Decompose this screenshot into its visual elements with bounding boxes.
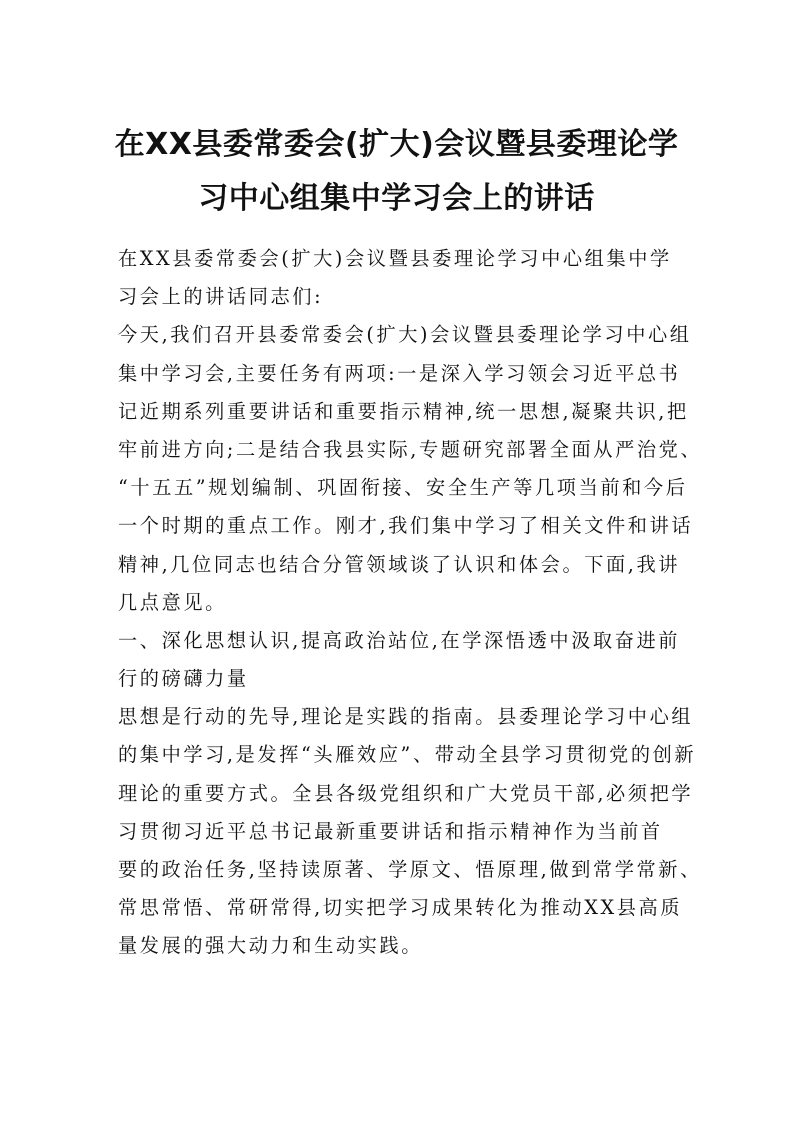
- body-line: 量发展的强大动力和生动实践。: [118, 934, 424, 958]
- body-line: 精神,几位同志也结合分管领域谈了认识和体会。下面,我讲: [118, 552, 681, 576]
- body-line: 的集中学习,是发挥“头雁效应”、带动全县学习贯彻党的创新: [118, 743, 697, 767]
- body-line: 常思常悟、常研常得,切实把学习成果转化为推动XX县高质: [118, 896, 683, 920]
- title-line: 习中心组集中学习会上的讲话: [198, 181, 595, 216]
- body-line: 牢前进方向;二是结合我县实际,专题研究部署全面从严治党、: [118, 437, 703, 461]
- body-line: 习会上的讲话同志们:: [118, 285, 324, 309]
- title-line: 在XX县委常委会(扩大)会议暨县委理论学: [114, 127, 679, 162]
- body-line: 集中学习会,主要任务有两项:一是深入学习领会习近平总书: [118, 361, 681, 385]
- body-line: 理论的重要方式。全县各级党组织和广大党员干部,必须把学: [118, 781, 694, 805]
- body-line: 习贯彻习近平总书记最新重要讲话和指示精神作为当前首: [118, 819, 663, 843]
- document-body: [118, 240, 703, 966]
- body-line: 记近期系列重要讲话和重要指示精神,统一思想,凝聚共识,把: [118, 399, 689, 423]
- body-line: 一个时期的重点工作。刚才,我们集中学习了相关文件和讲话: [118, 514, 694, 538]
- body-line: 要的政治任务,坚持读原著、学原文、悟原理,做到常学常新、: [118, 858, 702, 881]
- section-heading-line: 一、深化思想认识,提高政治站位,在学深悟透中汲取奋进前: [118, 628, 681, 652]
- body-line: “十五五”规划编制、巩固衔接、安全生产等几项当前和今后: [118, 476, 688, 500]
- document-title: [100, 118, 693, 226]
- body-line: 几点意见。: [118, 590, 227, 614]
- body-line: 今天,我们召开县委常委会(扩大)会议暨县委理论学习中心组: [118, 323, 692, 347]
- section-heading-line: 行的磅礴力量: [118, 667, 249, 691]
- body-line: 思想是行动的先导,理论是实践的指南。县委理论学习中心组: [118, 705, 694, 729]
- body-line: 在XX县委常委会(扩大)会议暨县委理论学习中心组集中学: [118, 247, 672, 270]
